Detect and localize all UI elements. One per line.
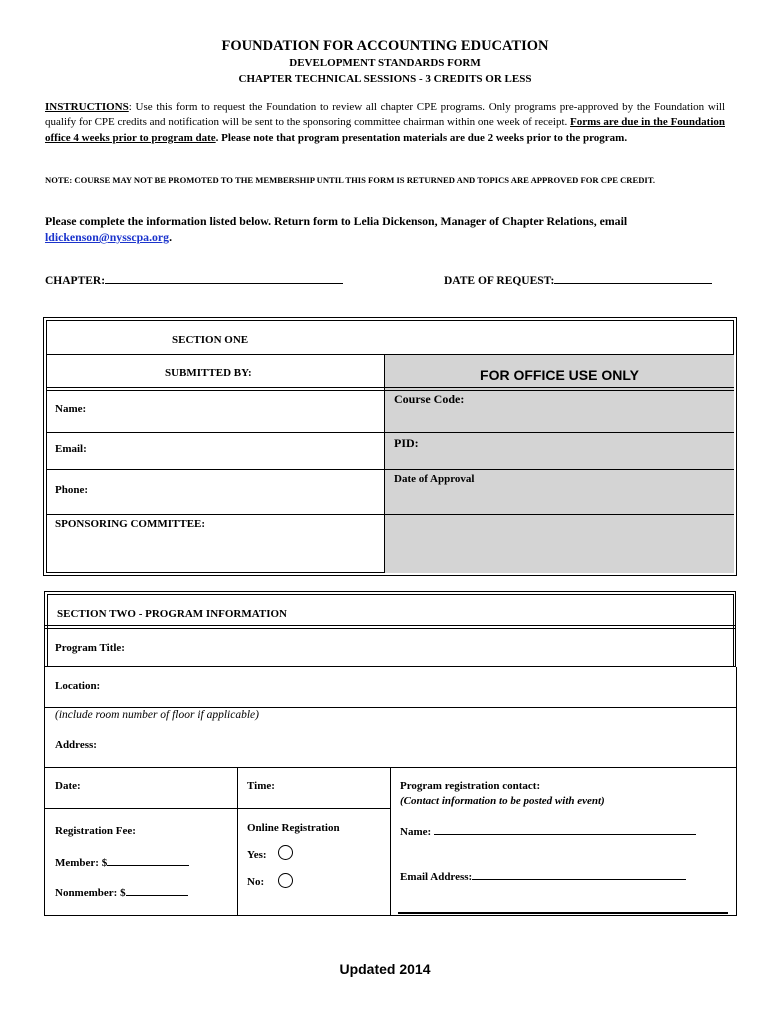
form-subtitle-2: CHAPTER TECHNICAL SESSIONS - 3 CREDITS OR LESS <box>238 73 532 85</box>
program-title-input[interactable] <box>140 631 730 665</box>
contact-name-label: Name: <box>400 826 432 838</box>
registration-fee-label: Registration Fee: <box>55 825 136 837</box>
location-hint: (include room number of floor if applicable) <box>55 709 259 721</box>
sponsoring-committee-input[interactable] <box>48 533 382 571</box>
submitter-name-label: Name: <box>55 403 87 415</box>
date-of-approval-label: Date of Approval <box>394 473 475 485</box>
sponsoring-committee-label: SPONSORING COMMITTEE: <box>55 518 206 530</box>
nonmember-fee-label: Nonmember: $ <box>55 887 126 899</box>
updated-footer: Updated 2014 <box>339 961 431 977</box>
submitter-email-input[interactable] <box>120 434 382 468</box>
instructions-text: : Use this form to request the Foundation to review all chapter CPE programs. Only programs pre-approved by the Foundation will qualify for CPE credits and notification will be sent to the sponsoring committee chairman within one week of receipt. <box>45 101 725 129</box>
member-fee-field <box>55 855 189 869</box>
materials-notice: . Please note that program presentation materials are due 2 weeks prior to the program. <box>215 131 628 144</box>
promotion-note: NOTE: COURSE MAY NOT BE PROMOTED TO THE MEMBERSHIP UNTIL THIS FORM IS RETURNED AND TOPICS ARE APPROVED FOR CPE CREDIT. <box>45 175 656 185</box>
registration-contact-hint: (Contact information to be posted with event) <box>400 795 605 807</box>
date-of-request-field <box>444 273 712 287</box>
program-title-label: Program Title: <box>55 642 125 654</box>
pid-label: PID: <box>394 436 419 450</box>
contact-name-field <box>400 824 696 838</box>
time-label: Time: <box>247 780 275 792</box>
chapter-input[interactable] <box>105 273 343 284</box>
location-input[interactable] <box>110 670 730 704</box>
section-one-heading: SECTION ONE <box>172 334 249 346</box>
contact-email-label: Email Address: <box>400 871 473 883</box>
online-no-label: No: <box>247 876 265 888</box>
form-subtitle: DEVELOPMENT STANDARDS FORM <box>289 57 481 69</box>
office-use-heading: FOR OFFICE USE ONLY <box>480 367 639 383</box>
chapter-field <box>45 273 343 287</box>
address-input[interactable] <box>110 730 730 764</box>
contact-email-field <box>400 869 686 883</box>
instructions-paragraph <box>45 100 725 146</box>
submitted-by-label: SUBMITTED BY: <box>165 367 252 379</box>
contact-email-input[interactable] <box>472 869 686 880</box>
address-label: Address: <box>55 739 97 751</box>
date-input[interactable] <box>90 770 234 806</box>
nonmember-fee-input[interactable] <box>126 885 188 896</box>
member-fee-label: Member: $ <box>55 857 108 869</box>
form-title: FOUNDATION FOR ACCOUNTING EDUCATION <box>221 38 549 54</box>
instructions-label: INSTRUCTIONS <box>45 101 129 113</box>
registration-contact-label: Program registration contact: <box>400 780 541 792</box>
nonmember-fee-field <box>55 885 188 899</box>
due-date-notice: Forms are due in the Foundation office 4 weeks prior to program date <box>45 116 725 144</box>
return-instructions-end: . <box>169 230 173 244</box>
online-yes-label: Yes: <box>247 849 267 861</box>
return-instructions <box>45 213 735 245</box>
return-instructions-text: Please complete the information listed below. Return form to Lelia Dickenson, Manager of Chapter Relations, email <box>45 214 628 228</box>
chapter-label: CHAPTER: <box>45 275 106 287</box>
course-code-label: Course Code: <box>394 392 465 406</box>
submitter-email-label: Email: <box>55 443 87 455</box>
location-label: Location: <box>55 680 101 692</box>
date-of-request-input[interactable] <box>554 273 712 284</box>
time-input[interactable] <box>282 770 387 806</box>
online-yes-radio[interactable] <box>278 845 293 860</box>
online-registration-label: Online Registration <box>247 822 340 834</box>
contact-signature-line <box>398 912 728 914</box>
submitter-phone-label: Phone: <box>55 484 88 496</box>
date-label: Date: <box>55 780 81 792</box>
section-two-heading: SECTION TWO - PROGRAM INFORMATION <box>57 608 287 620</box>
member-fee-input[interactable] <box>107 855 189 866</box>
submitter-name-input[interactable] <box>120 392 382 430</box>
contact-email-link[interactable]: ldickenson@nysscpa.org <box>45 230 170 244</box>
date-of-request-label: DATE OF REQUEST: <box>444 275 555 287</box>
submitter-phone-input[interactable] <box>120 471 382 513</box>
online-no-radio[interactable] <box>278 873 293 888</box>
contact-name-input[interactable] <box>434 824 696 835</box>
